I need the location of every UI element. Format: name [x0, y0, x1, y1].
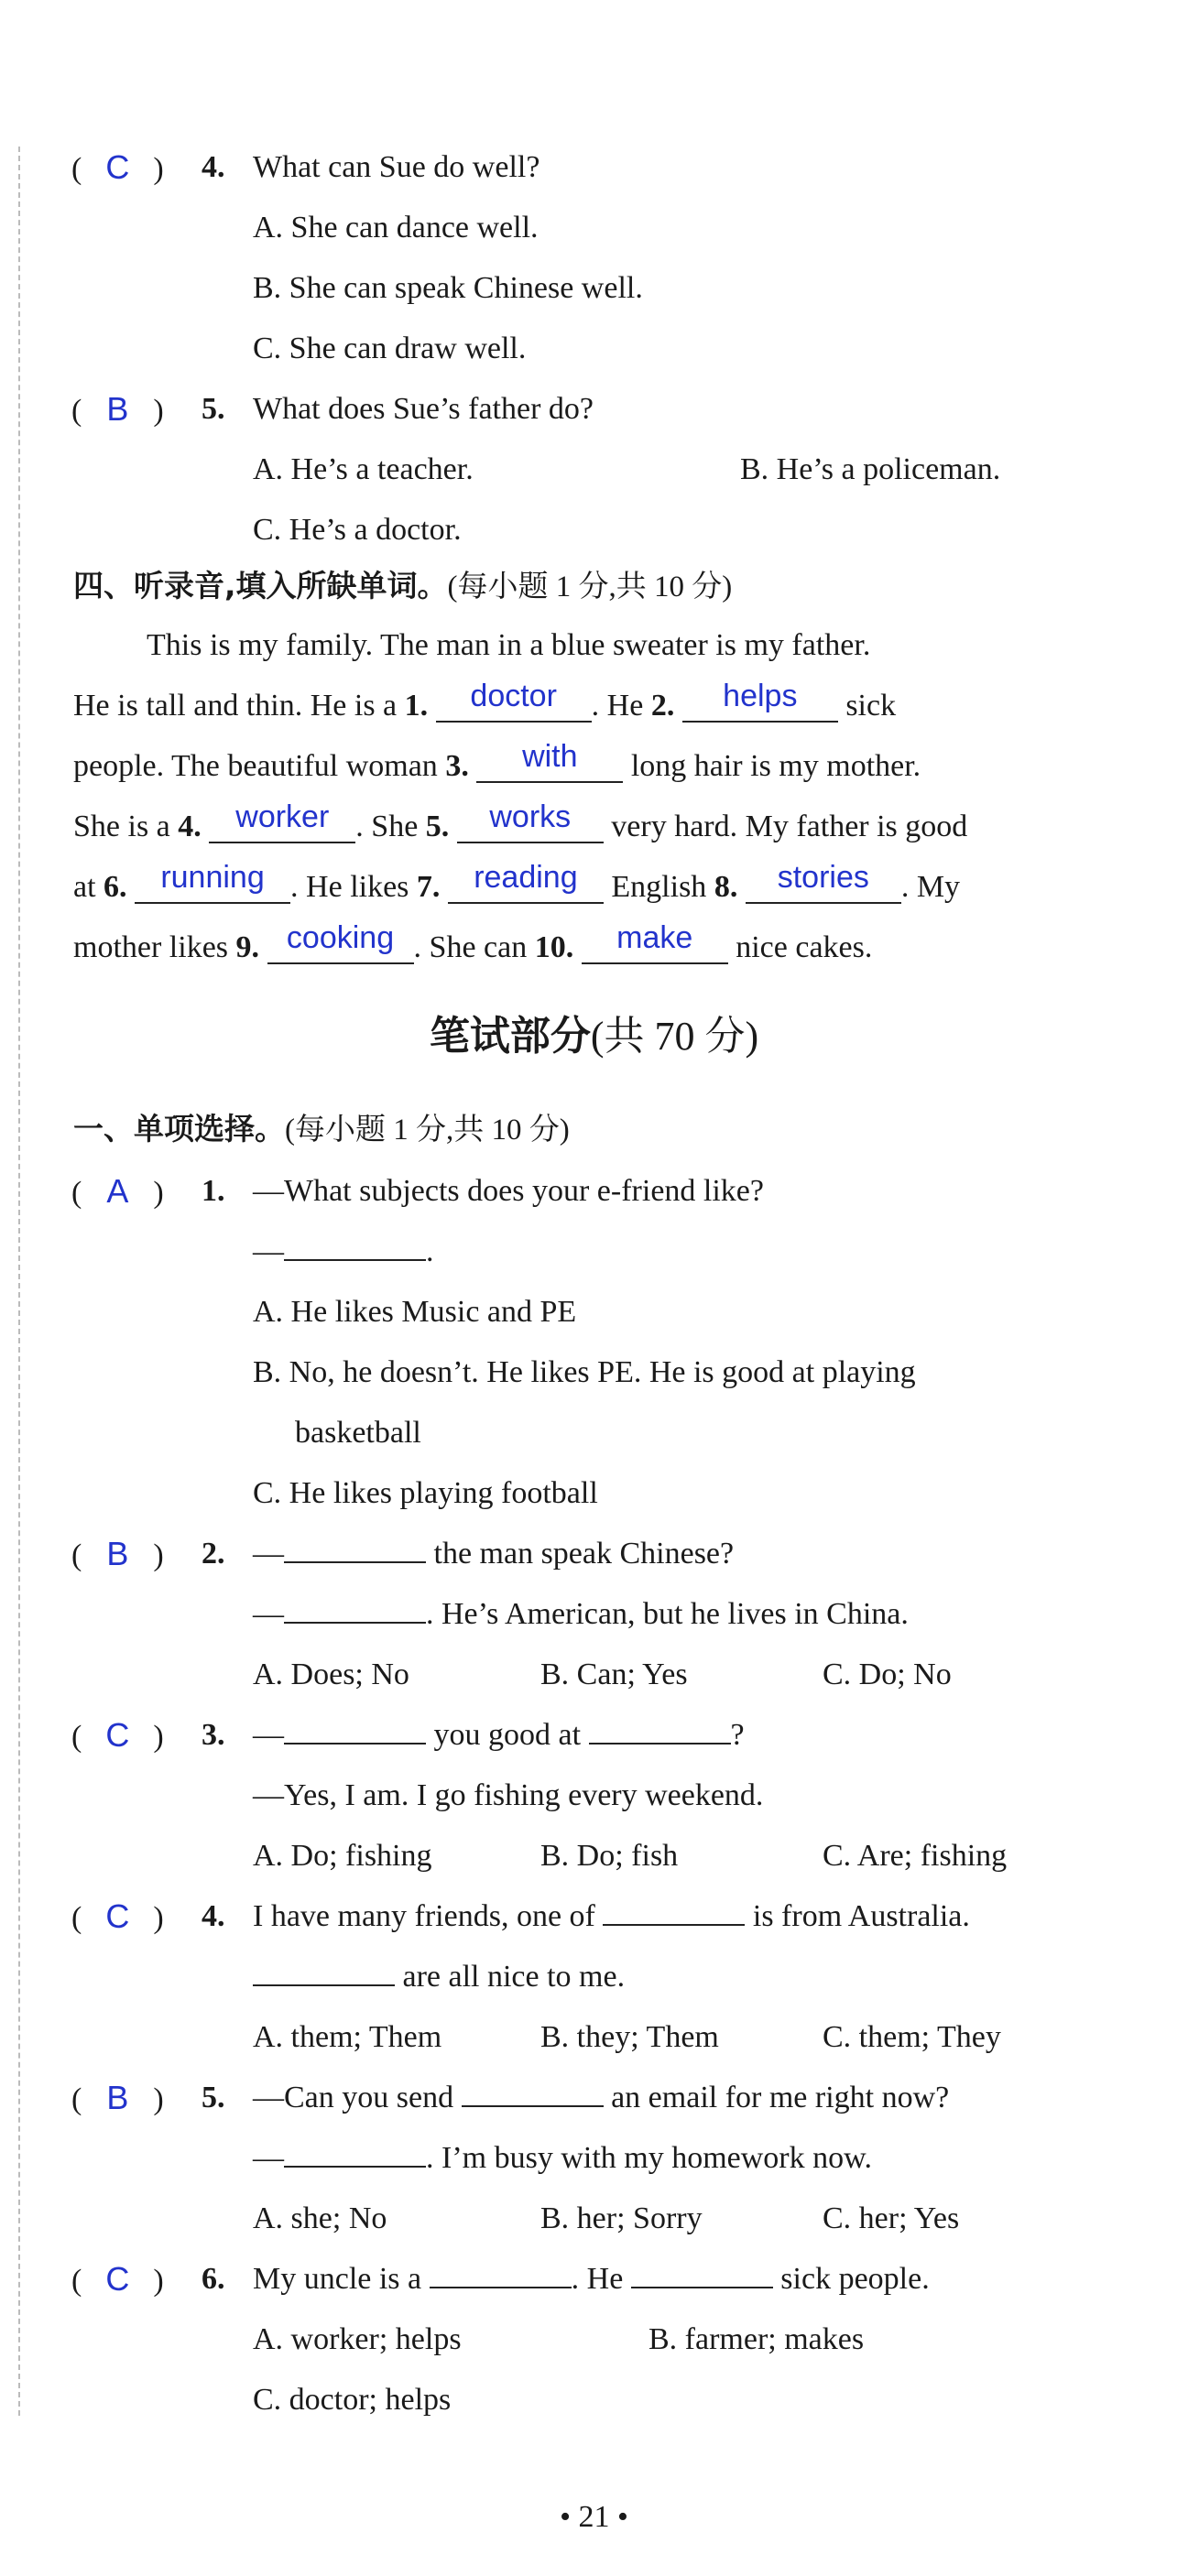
blank-8: stories — [746, 871, 901, 904]
answer-blank — [430, 2259, 572, 2288]
answer-letter: C — [105, 148, 130, 186]
option-b: B. they; Them — [540, 2020, 719, 2054]
answer-blank — [631, 2259, 773, 2288]
answer-blank — [284, 1534, 426, 1563]
answer-bracket: ( C ) — [71, 147, 209, 190]
blank-7: reading — [448, 871, 604, 904]
answer-letter: C — [105, 1897, 130, 1935]
answer-blank — [253, 1957, 395, 1986]
option-a: A. He’s a teacher. — [253, 452, 474, 486]
passage-line: This is my family. The man in a blue sweater is my father. — [147, 628, 871, 662]
option-a: A. He likes Music and PE — [253, 1295, 577, 1329]
option-a: A. Does; No — [253, 1658, 409, 1691]
answer-blank — [284, 1715, 426, 1745]
answer-letter: C — [105, 2260, 130, 2298]
blank-3: with — [476, 750, 623, 783]
option-c: C. her; Yes — [823, 2201, 960, 2235]
option-b: B. He’s a policeman. — [740, 452, 1001, 486]
question-number: 1. — [202, 1174, 225, 1208]
question-text: —What subjects does your e-friend like? — [253, 1174, 764, 1208]
answer-blank — [284, 1232, 426, 1261]
option-a: A. them; Them — [253, 2020, 442, 2054]
blank-1: doctor — [436, 690, 592, 723]
blank-9: cooking — [267, 931, 414, 964]
question-number: 5. — [202, 2081, 225, 2114]
question-number: 5. — [202, 392, 225, 426]
option-c: C. Do; No — [823, 1658, 952, 1691]
section-title: 一、单项选择。 — [73, 1111, 285, 1147]
answer-blank — [284, 1594, 426, 1624]
passage-line: people. The beautiful woman 3. with long hair is my mother. — [73, 739, 921, 783]
option-c: C. doctor; helps — [253, 2383, 452, 2417]
option-a: A. Do; fishing — [253, 1839, 432, 1873]
answer-blank — [462, 2078, 604, 2107]
answer-letter: A — [106, 1172, 129, 1210]
passage-line: She is a 4. worker . She 5. works very hard. My father is good — [73, 799, 968, 843]
page-number: • 21 • — [560, 2500, 628, 2534]
answer-letter: B — [106, 2079, 129, 2116]
option-c: C. Are; fishing — [823, 1839, 1008, 1873]
section-title: 四、听录音,填入所缺单词。 — [73, 568, 448, 603]
section-4-heading — [73, 565, 732, 608]
question-text: What can Sue do well? — [253, 150, 540, 184]
option-b: B. her; Sorry — [540, 2201, 703, 2235]
answer-letter: B — [106, 1535, 129, 1572]
worksheet-page: ( C ) 4. What can Sue do well? A. She can dance well. B. She can speak Chinese well. C. She can draw well. ( B ) 5. What does Sue’s father do? A. He’s a teacher. B. He’s a policeman. C. He’s a doctor. 四、听录音,填入所缺单词。(每小题 1 分,共 10 分) This is my family. The man in a blue sweater is my father. He is tall and thin. He is a 1. doctor . He 2. helps sick people. The beautiful woman 3. with long hair is my mother. She is a 4. worker . She 5. works very hard. My father is good at 6. running . He likes 7. reading English 8. stories . My mother likes 9. cooking . She can 10. make nice cakes. 笔试部分(共 70 分) 一、单项选择。(每小题 1 分,共 10 分) ( A ) 1. —What subjects does your e-friend like? — . A. He likes Music and PE B. No, he doesn’t. He likes PE. He is good at playing basketball C. He likes playing football ( B ) 2. — the man speak Chinese? — . He’s American, but he lives in China. A. Does; No B. Can; Yes C. Do; No ( C ) 3. — you good at ? —Yes, I am. I go fishing every weekend. A. Do; fishing B. Do; fish C. Are; fishing ( C ) 4. I have many friends, one of is from Australia. are all nice to me. A. them; Them B. they; Them C. them; They ( B ) 5. —Can you send an email for me right now? — . I’m busy with my homework now. A. she; No B. her; Sorry C. her; Yes ( C ) 6. My uncle is a . He sick people. A. worker; helps B. farmer; makes C. doctor; helps • 21 • — [0, 0, 1188, 2576]
question-number: 4. — [202, 1899, 225, 1933]
option-b: B. Can; Yes — [540, 1658, 688, 1691]
question-reply: —Yes, I am. I go fishing every weekend. — [253, 1778, 764, 1812]
blank-10: make — [582, 931, 728, 964]
passage-line: at 6. running . He likes 7. reading English 8. stories . My — [73, 860, 961, 904]
answer-blank — [284, 2138, 426, 2168]
blank-2: helps — [682, 690, 838, 723]
option-c: C. She can draw well. — [253, 332, 527, 365]
written-part-title: 笔试部分(共 70 分) — [429, 1013, 759, 1060]
passage-line: mother likes 9. cooking . She can 10. make nice cakes. — [73, 920, 873, 964]
option-c: C. them; They — [823, 2020, 1001, 2054]
question-number: 3. — [202, 1718, 225, 1752]
option-b: B. farmer; makes — [648, 2322, 865, 2356]
option-c: C. He likes playing football — [253, 1476, 598, 1510]
blank-6: running — [135, 871, 290, 904]
option-b: B. She can speak Chinese well. — [253, 271, 643, 305]
blank-4: worker — [209, 810, 355, 843]
option-a: A. she; No — [253, 2201, 387, 2235]
answer-bracket: ( B ) — [71, 388, 209, 432]
answer-blank — [603, 1897, 745, 1926]
section-1-heading — [73, 1108, 570, 1151]
section-score-note: (每小题 1 分,共 10 分) — [447, 571, 733, 603]
option-a: A. worker; helps — [253, 2322, 462, 2356]
blank-5: works — [457, 810, 604, 843]
section-score-note: (每小题 1 分,共 10 分) — [285, 1114, 570, 1147]
option-c: C. He’s a doctor. — [253, 513, 462, 547]
answer-blank — [589, 1715, 731, 1745]
cloze-passage — [73, 615, 1108, 978]
question-number: 2. — [202, 1537, 225, 1571]
option-b: B. Do; fish — [540, 1839, 679, 1873]
option-a: A. She can dance well. — [253, 211, 539, 245]
option-b-continued: basketball — [295, 1416, 421, 1450]
answer-letter: B — [106, 390, 129, 428]
passage-line: He is tall and thin. He is a 1. doctor . He 2. helps sick — [73, 679, 897, 723]
answer-letter: C — [105, 1716, 130, 1754]
question-number: 6. — [202, 2262, 225, 2296]
question-text: What does Sue’s father do? — [253, 392, 594, 426]
question-number: 4. — [202, 150, 225, 184]
option-b: B. No, he doesn’t. He likes PE. He is good at playing — [253, 1355, 916, 1389]
